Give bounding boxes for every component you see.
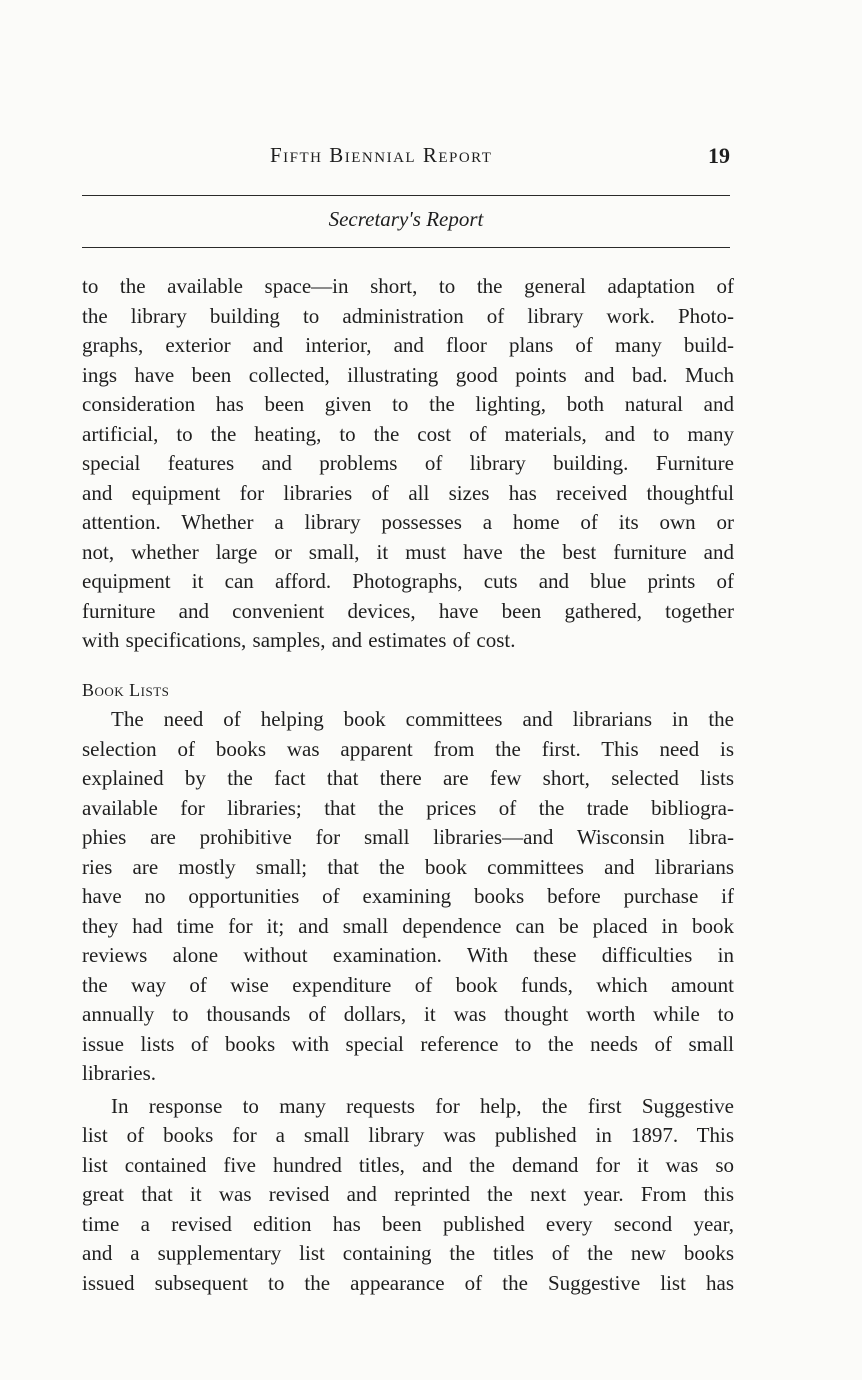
text-line: libraries. bbox=[82, 1061, 157, 1085]
text-line: selection of books was apparent from the first. This need is bbox=[82, 736, 734, 761]
paragraph-suggestive-list bbox=[82, 1092, 734, 1299]
text-line: with specifications, samples, and estimates of cost. bbox=[82, 628, 516, 652]
text-line: In response to many requests for help, the first Suggestive bbox=[111, 1093, 734, 1118]
text-line: list of books for a small library was published in 1897. This bbox=[82, 1123, 734, 1147]
text-line: consideration has been given to the lighting, both natural and bbox=[82, 392, 734, 416]
text-line: not, whether large or small, it must have the best furniture and bbox=[82, 539, 734, 564]
text-line: time a revised edition has been published every second year, bbox=[82, 1211, 734, 1236]
text-line: The need of helping book committees and librarians in the bbox=[111, 707, 734, 731]
text-line: graphs, exterior and interior, and floor plans of many build- bbox=[82, 333, 734, 357]
text-line: the way of wise expenditure of book funds, which amount bbox=[82, 972, 734, 997]
text-line: have no opportunities of examining books before purchase if bbox=[82, 884, 734, 908]
text-line: furniture and convenient devices, have been gathered, together bbox=[82, 598, 734, 623]
text-line: equipment it can afford. Photographs, cuts and blue prints of bbox=[82, 569, 734, 593]
text-line: phies are prohibitive for small libraries—and Wisconsin libra- bbox=[82, 825, 734, 849]
text-line: they had time for it; and small dependence can be placed in book bbox=[82, 913, 734, 938]
text-line: issue lists of books with special reference to the needs of small bbox=[82, 1031, 734, 1056]
text-line: artificial, to the heating, to the cost of materials, and to many bbox=[82, 421, 734, 446]
section-heading-book-lists: Book Lists bbox=[82, 679, 170, 700]
running-title: Fifth Biennial Report bbox=[270, 143, 493, 167]
page-number: 19 bbox=[708, 143, 730, 168]
section-title: Secretary's Report bbox=[328, 207, 484, 231]
text-line: explained by the fact that there are few short, selected lists bbox=[82, 766, 734, 790]
text-line: to the available space—in short, to the general adaptation of bbox=[82, 274, 734, 298]
header-rule-top bbox=[82, 195, 730, 196]
text-line: and equipment for libraries of all sizes has received thoughtful bbox=[82, 480, 734, 505]
text-line: ries are mostly small; that the book committees and librarians bbox=[82, 854, 734, 879]
paragraph-need-for-lists bbox=[82, 705, 734, 1089]
book-page bbox=[82, 0, 734, 1380]
text-line: great that it was revised and reprinted the next year. From this bbox=[82, 1182, 734, 1206]
text-line: the library building to administration of library work. Photo- bbox=[82, 303, 734, 328]
text-line: annually to thousands of dollars, it was thought worth while to bbox=[82, 1002, 734, 1026]
paragraph-space-and-furniture bbox=[82, 272, 734, 656]
text-line: ings have been collected, illustrating good points and bad. Much bbox=[82, 362, 734, 387]
text-line: attention. Whether a library possesses a home of its own or bbox=[82, 510, 734, 534]
text-line: available for libraries; that the prices of the trade bibliogra- bbox=[82, 795, 734, 820]
text-line: and a supplementary list containing the titles of the new books bbox=[82, 1241, 734, 1265]
text-line: list contained five hundred titles, and the demand for it was so bbox=[82, 1152, 734, 1177]
text-line: special features and problems of library building. Furniture bbox=[82, 451, 734, 475]
header-rule-bottom bbox=[82, 247, 730, 248]
running-head bbox=[82, 143, 734, 173]
text-line: issued subsequent to the appearance of the Suggestive list has bbox=[82, 1270, 734, 1295]
text-line: reviews alone without examination. With these difficulties in bbox=[82, 943, 734, 967]
body-text bbox=[82, 272, 734, 1298]
